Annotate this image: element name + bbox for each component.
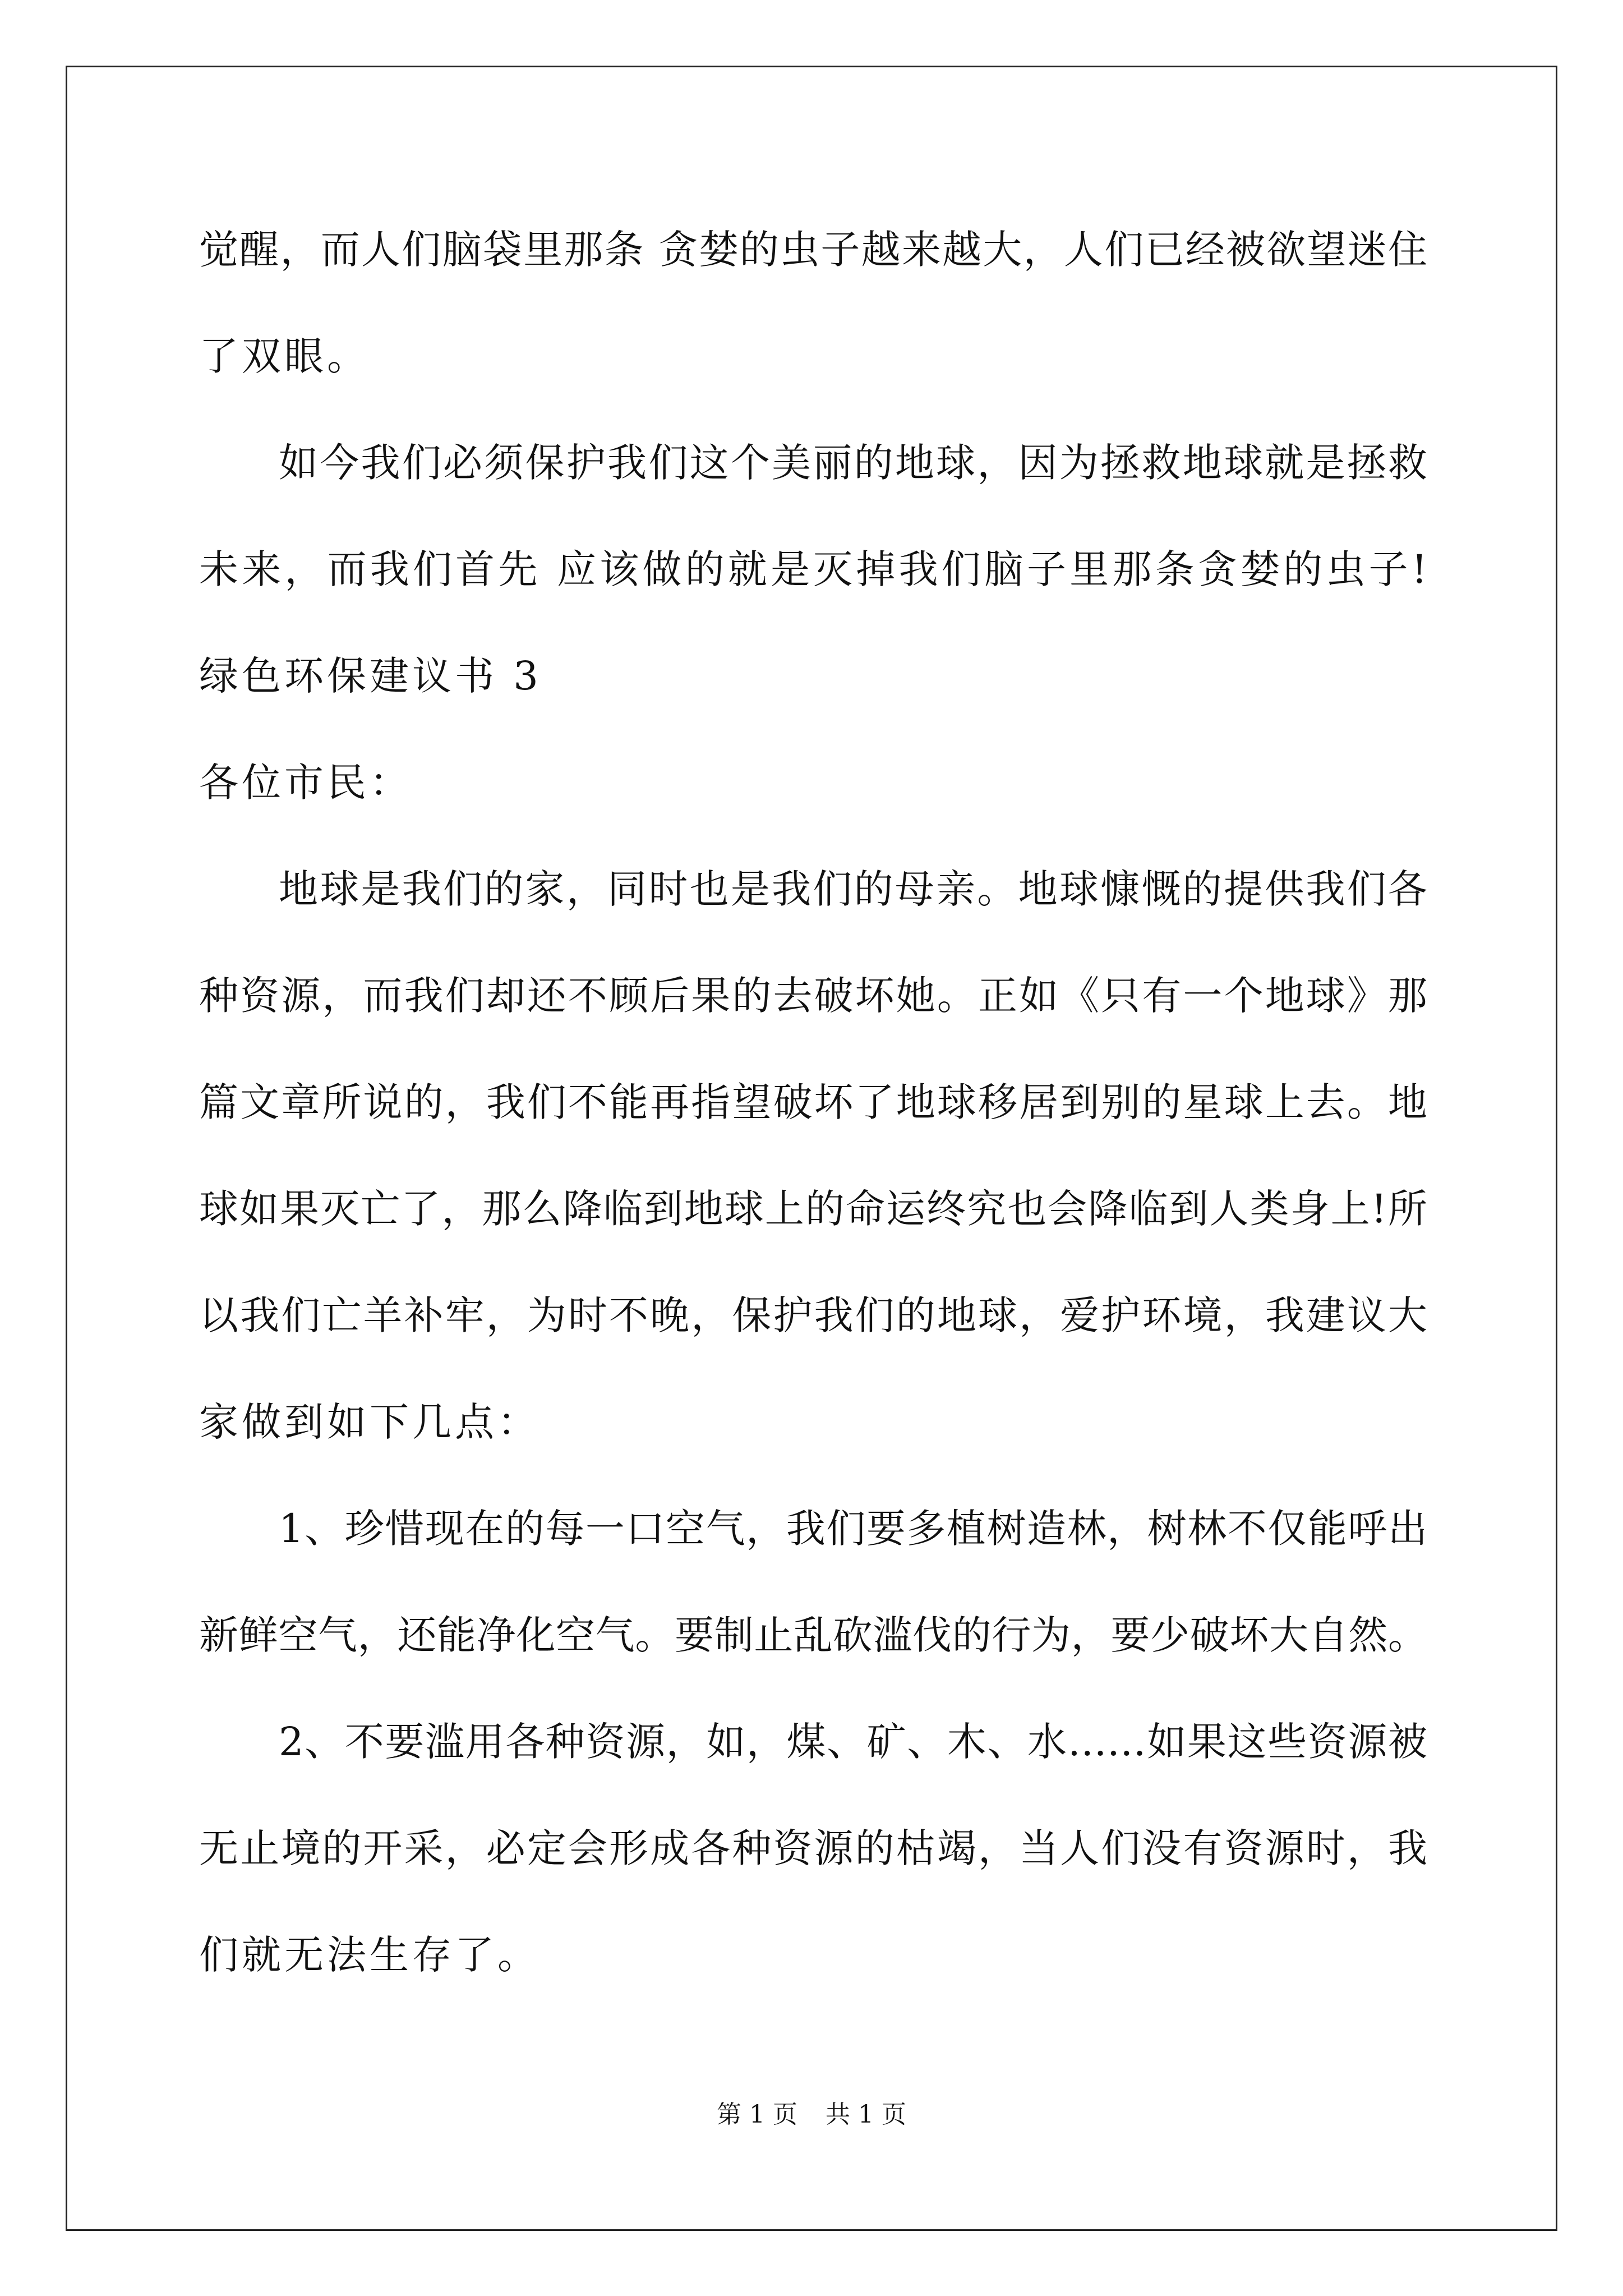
list-item-line: 新鲜空气，还能净化空气。要制止乱砍滥伐的行为，要少破坏大自然。 (199, 1612, 1427, 1658)
paragraph-line: 地球是我们的家，同时也是我们的母亲。地球慷慨的提供我们各 (279, 866, 1427, 912)
list-item-line: 无止境的开采，必定会形成各种资源的枯竭，当人们没有资源时，我 (199, 1825, 1427, 1871)
paragraph-line: 以我们亡羊补牢，为时不晚，保护我们的地球，爱护环境，我建议大 (199, 1292, 1427, 1338)
list-item-line: 们就无法生存了。 (199, 1932, 540, 1978)
paragraph-line: 了双眼。 (199, 333, 370, 379)
paragraph-line: 觉醒，而人们脑袋里那条 贪婪的虫子越来越大，人们已经被欲望迷住 (199, 227, 1427, 273)
paragraph-line: 球如果灭亡了，那么降临到地球上的命运终究也会降临到人类身上!所 (199, 1186, 1427, 1232)
paragraph-line: 篇文章所说的，我们不能再指望破坏了地球移居到别的星球上去。地 (199, 1079, 1427, 1125)
salutation: 各位市民： (199, 760, 412, 806)
page-footer (0, 2098, 1623, 2132)
paragraph-line: 如今我们必须保护我们这个美丽的地球，因为拯救地球就是拯救 (279, 440, 1427, 486)
list-item-line: 1、珍惜现在的每一口空气，我们要多植树造林，树林不仅能呼出 (279, 1506, 1427, 1552)
page-total: 共 1 页 (826, 2100, 906, 2129)
page-number: 第 1 页 (717, 2100, 797, 2129)
paragraph-line: 种资源，而我们却还不顾后果的去破坏她。正如《只有一个地球》那 (199, 973, 1427, 1019)
document-body (199, 196, 1427, 2008)
list-item-line: 2、不要滥用各种资源，如，煤、矿、木、水……如果这些资源被 (279, 1719, 1427, 1765)
paragraph-line: 未来，而我们首先 应该做的就是灭掉我们脑子里那条贪婪的虫子! (199, 546, 1427, 592)
section-heading: 绿色环保建议书 3 (199, 653, 542, 699)
paragraph-line: 家做到如下几点： (199, 1399, 540, 1445)
